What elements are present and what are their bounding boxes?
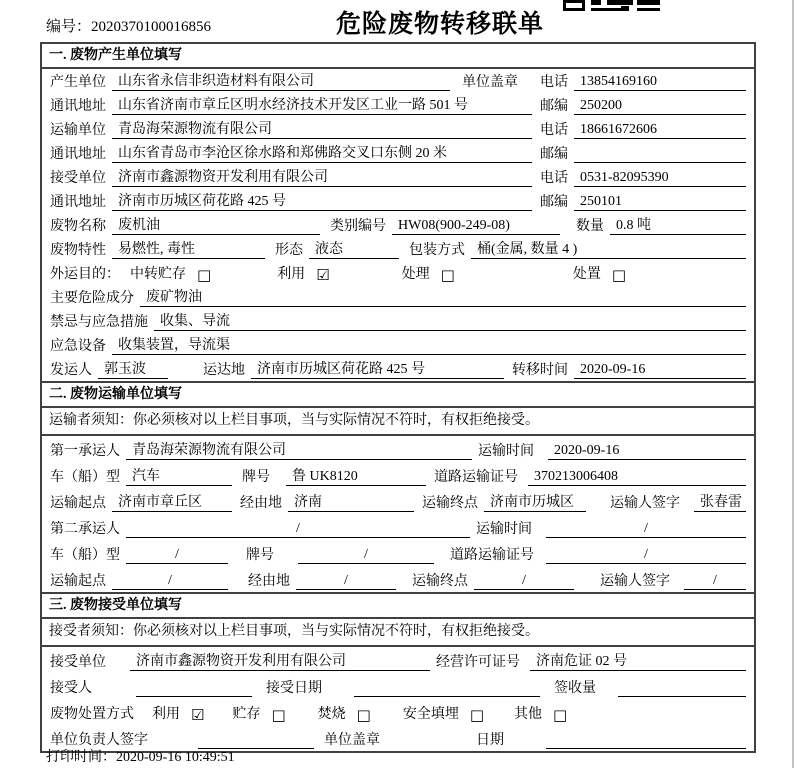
row-accept-unit xyxy=(42,647,754,673)
page-right-edge xyxy=(792,0,794,768)
time2-value: / xyxy=(546,521,746,538)
row-carrier2 xyxy=(42,514,754,540)
checkbox-d-incinerate-icon: □ xyxy=(356,706,371,724)
carrier2-value: / xyxy=(126,521,470,538)
qr-code-partial-icon xyxy=(563,0,661,11)
disposal-option-store: 贮存 xyxy=(232,707,261,722)
license1-label: 道路运输证号 xyxy=(434,470,518,485)
time1-label: 运输时间 xyxy=(478,444,534,459)
time2-label: 运输时间 xyxy=(476,522,532,537)
taboo-value: 收集、导流 xyxy=(154,314,746,331)
plate2-label: 牌号 xyxy=(246,548,274,563)
license2-label: 道路运输证号 xyxy=(450,548,534,563)
waste-name-label: 废物名称 xyxy=(50,219,106,234)
vehicle2-value: / xyxy=(126,547,228,564)
taboo-label: 禁忌与应急措施 xyxy=(50,315,148,330)
permit-value: 济南危证 02 号 xyxy=(530,654,746,671)
zip-label: 邮编 xyxy=(540,195,568,210)
receiver-notice: 接受者须知：你必须核对以上栏目事项，当与实际情况不符时，有权拒绝接受。 xyxy=(42,619,754,647)
hazard-label: 主要危险成分 xyxy=(50,291,134,306)
address-label: 通讯地址 xyxy=(50,147,106,162)
origin1-label: 运输起点 xyxy=(50,496,106,511)
serial-label: 编号： xyxy=(46,19,92,35)
checkbox-dispose-icon: □ xyxy=(611,266,627,284)
end1-value: 济南市历城区 xyxy=(484,495,586,512)
purpose-option-utilize: 利用 xyxy=(277,267,306,282)
producer-phone: 13854169160 xyxy=(574,74,746,91)
qty-label: 数量 xyxy=(576,219,604,234)
character-label: 废物特性 xyxy=(50,243,106,258)
phone-label: 电话 xyxy=(540,171,568,186)
row-carrier1 xyxy=(42,436,754,462)
date-label: 日期 xyxy=(476,733,504,748)
sign1-value: 张春雷 xyxy=(694,495,746,512)
row-purpose xyxy=(42,261,754,285)
phone-label: 电话 xyxy=(540,123,568,138)
accept-date-label: 接受日期 xyxy=(266,681,322,696)
unit-seal-label: 单位盖章 xyxy=(324,733,380,748)
receiver-address: 济南市历城区荷花路 425 号 xyxy=(112,194,532,211)
equipment-value: 收集装置，导流渠 xyxy=(112,338,746,355)
receiver-label: 接受单位 xyxy=(50,171,106,186)
checkbox-d-utilize-icon: ☑ xyxy=(191,706,205,724)
waste-form: 液态 xyxy=(309,242,399,259)
row-acceptor xyxy=(42,673,754,699)
phone-label: 电话 xyxy=(540,75,568,90)
document-header xyxy=(0,0,796,42)
waste-qty: 0.8 吨 xyxy=(610,218,746,235)
end1-label: 运输终点 xyxy=(422,496,478,511)
sender-label: 发运人 xyxy=(50,363,92,378)
origin1-value: 济南市章丘区 xyxy=(112,495,232,512)
waste-pack: 桶(金属, 数量 4 ) xyxy=(471,242,746,259)
waste-character: 易燃性, 毒性 xyxy=(112,242,265,259)
print-time-value: 2020-09-16 10:49:51 xyxy=(116,750,235,765)
permit-label: 经营许可证号 xyxy=(436,655,520,670)
page-title: 危险废物转移联单 xyxy=(335,11,544,38)
transporter-address: 山东省青岛市李沧区徐水路和郑佛路交叉口东侧 20 米 xyxy=(112,146,532,163)
address-label: 通讯地址 xyxy=(50,99,106,114)
end2-value: / xyxy=(474,573,574,590)
time1-value: 2020-09-16 xyxy=(548,443,746,460)
purpose-option-dispose: 处置 xyxy=(572,267,601,282)
checkbox-utilize-icon: ☑ xyxy=(316,266,330,284)
disposal-option-incinerate: 焚烧 xyxy=(317,707,346,722)
carrier1-value: 青岛海荣源物流有限公司 xyxy=(126,443,472,460)
zip-label: 邮编 xyxy=(540,99,568,114)
row-vehicle2 xyxy=(42,540,754,566)
row-equipment xyxy=(42,333,754,357)
purpose-label: 外运目的： xyxy=(50,267,120,282)
checkbox-d-other-icon: □ xyxy=(553,706,568,724)
row-disposal xyxy=(42,699,754,725)
acceptor-label: 接受人 xyxy=(50,681,92,696)
acceptor-value xyxy=(136,680,252,697)
producer-value: 山东省永信非织造材料有限公司 xyxy=(112,74,450,91)
sign2-value: / xyxy=(684,573,746,590)
carrier2-label: 第二承运人 xyxy=(50,522,120,537)
checkbox-storage-icon: □ xyxy=(197,266,212,284)
row-hazard xyxy=(42,285,754,309)
via2-label: 经由地 xyxy=(248,574,290,589)
plate2-value: / xyxy=(298,547,434,564)
producer-label: 产生单位 xyxy=(50,75,106,90)
checkbox-d-store-icon: □ xyxy=(271,706,286,724)
row-taboo xyxy=(42,309,754,333)
transporter-label: 运输单位 xyxy=(50,123,106,138)
license2-value: / xyxy=(546,547,746,564)
sign2-label: 运输人签字 xyxy=(600,574,670,589)
unit-seal-label: 单位盖章 xyxy=(462,75,518,90)
receiver-phone: 0531-82095390 xyxy=(574,170,746,187)
vehicle1-label: 车（船）型 xyxy=(50,470,120,485)
sign1-label: 运输人签字 xyxy=(610,496,680,511)
pack-label: 包装方式 xyxy=(409,243,465,258)
row-dispatch xyxy=(42,357,754,381)
row-waste-character xyxy=(42,237,754,261)
transporter-phone: 18661672606 xyxy=(574,122,746,139)
zip-label: 邮编 xyxy=(540,147,568,162)
row-receiver-address xyxy=(42,189,754,213)
producer-zip: 250200 xyxy=(574,98,746,115)
plate1-value: 鲁 UK8120 xyxy=(286,469,426,486)
vehicle1-value: 汽车 xyxy=(126,469,232,486)
equipment-label: 应急设备 xyxy=(50,339,106,354)
disposal-option-utilize: 利用 xyxy=(152,707,180,722)
accept-date-value xyxy=(354,680,540,697)
dest-label: 运达地 xyxy=(203,363,245,378)
amount-label: 签收量 xyxy=(554,681,596,696)
chief-sign-label: 单位负责人签字 xyxy=(50,733,148,748)
receiver-zip: 250101 xyxy=(574,194,746,211)
row-route1 xyxy=(42,488,754,514)
origin2-label: 运输起点 xyxy=(50,574,106,589)
disposal-option-other: 其他 xyxy=(514,707,543,722)
license1-value: 370213006408 xyxy=(528,469,746,486)
serial-value: 2020370100016856 xyxy=(91,19,212,35)
amount-value xyxy=(618,680,746,697)
transporter-notice: 运输者须知：你必须核对以上栏目事项，当与实际情况不符时，有权拒绝接受。 xyxy=(42,408,754,436)
section2-title: 二. 废物运输单位填写 xyxy=(42,381,754,408)
transfer-time-value: 2020-09-16 xyxy=(574,362,746,379)
checkbox-treat-icon: □ xyxy=(440,266,455,284)
code-label: 类别编号 xyxy=(330,219,386,234)
waste-code: HW08(900-249-08) xyxy=(392,218,560,235)
section1-title: 一. 废物产生单位填写 xyxy=(42,44,754,69)
via2-value: / xyxy=(296,573,396,590)
row-producer xyxy=(42,69,754,93)
transfer-form xyxy=(40,42,756,753)
section3-title: 三. 废物接受单位填写 xyxy=(42,592,754,619)
transporter-zip xyxy=(574,146,746,163)
producer-address: 山东省济南市章丘区明水经济技术开发区工业一路 501 号 xyxy=(112,98,532,115)
end2-label: 运输终点 xyxy=(412,574,468,589)
row-transporter-address xyxy=(42,141,754,165)
row-route2 xyxy=(42,566,754,592)
print-time xyxy=(46,746,235,766)
row-waste-name xyxy=(42,213,754,237)
receiver-value: 济南市鑫源物资开发利用有限公司 xyxy=(112,170,532,187)
accept-unit-value: 济南市鑫源物资开发利用有限公司 xyxy=(130,654,430,671)
transporter-value: 青岛海荣源物流有限公司 xyxy=(112,122,532,139)
disposal-label: 废物处置方式 xyxy=(50,707,134,722)
accept-unit-label: 接受单位 xyxy=(50,655,106,670)
print-time-label: 打印时间： xyxy=(46,750,116,765)
hazard-value: 废矿物油 xyxy=(140,290,746,307)
form-label: 形态 xyxy=(275,243,303,258)
via1-label: 经由地 xyxy=(240,496,282,511)
waste-name: 废机油 xyxy=(112,218,320,235)
purpose-option-storage: 中转贮存 xyxy=(130,267,186,282)
row-transporter xyxy=(42,117,754,141)
dest-value: 济南市历城区荷花路 425 号 xyxy=(251,362,504,379)
carrier1-label: 第一承运人 xyxy=(50,444,120,459)
address-label: 通讯地址 xyxy=(50,195,106,210)
checkbox-d-landfill-icon: □ xyxy=(469,706,485,724)
row-vehicle1 xyxy=(42,462,754,488)
transfer-time-label: 转移时间 xyxy=(512,363,568,378)
plate1-label: 牌号 xyxy=(242,470,270,485)
row-producer-address xyxy=(42,93,754,117)
purpose-option-treat: 处理 xyxy=(401,267,430,282)
row-receiver xyxy=(42,165,754,189)
disposal-option-landfill: 安全填埋 xyxy=(402,707,459,722)
vehicle2-label: 车（船）型 xyxy=(50,548,120,563)
date-value xyxy=(546,732,746,749)
sender-value: 郭玉波 xyxy=(98,362,168,379)
via1-value: 济南 xyxy=(288,495,414,512)
origin2-value: / xyxy=(112,573,228,590)
